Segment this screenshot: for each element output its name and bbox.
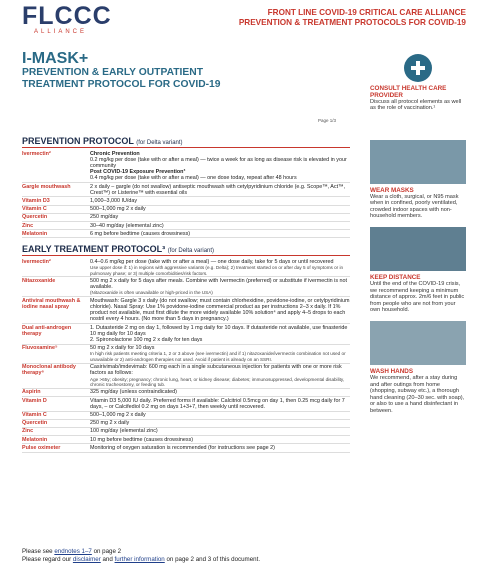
row-label: Quercetin — [22, 420, 48, 427]
row-label: Vitamin C — [22, 206, 47, 213]
logo-text: FLCCC — [22, 2, 112, 30]
table-row — [22, 230, 350, 238]
footer-line-1 — [22, 548, 352, 556]
sidebar-text: We recommend, after a stay during and after outings from home (shopping, subway etc.), a thorough hand cleaning (20–30 sec. with soap), or also to use a hand disinfectant in between. — [370, 375, 465, 414]
table-row — [22, 436, 350, 444]
handwash-photo — [370, 321, 466, 365]
row-line: 500–1,000 mg 2 x daily — [90, 412, 146, 419]
table-row — [22, 324, 350, 345]
row-content — [90, 184, 350, 196]
prevention-title — [22, 136, 350, 148]
row-line: Vitamin D3 5,000 IU daily. Preferred forms if available: Calcitriol 0.5mcg on day 1, then 0.25 mcg daily for 7 days, – or Calcifediol 0.2 mg on days 1+3+7, then weekly until recovered. — [90, 397, 345, 410]
row-line: Post COVID-19 Exposure Prevention³ — [90, 169, 186, 176]
endnotes-link[interactable]: endnotes 1–7 — [54, 548, 92, 555]
row-line: (Nitazoxanide is often unavailable or high-priced in the USA) — [90, 290, 213, 296]
table-row — [22, 420, 350, 428]
row-content — [90, 231, 350, 237]
table-row — [22, 345, 350, 364]
table-row — [22, 364, 350, 389]
row-label: Melatonin — [22, 436, 48, 443]
footer-text: on page 2 — [91, 548, 122, 555]
row-content — [90, 214, 350, 220]
prevention-rows — [22, 150, 350, 238]
row-line: 325 mg/day (unless contraindicated) — [90, 389, 177, 396]
footer-text: on page 2 and 3 of this document. — [164, 556, 261, 563]
table-row — [22, 150, 350, 183]
table-row — [22, 444, 350, 452]
row-line: In high risk patients meeting criteria 1, 2 or 3 above (see ivermectin) and if 1) nitazoxanide/ivermectin combination not used or unavailable or 2) anti-androgen therapies not used. Avoid if patient is already on an SSRI. — [90, 351, 346, 362]
row-line: 0.4–0.6 mg/kg per dose (take with or after a meal) — one dose daily, take for 5 days or until recovered — [90, 258, 334, 265]
page-header — [0, 0, 478, 40]
treatment-title-text: EARLY TREATMENT PROTOCOL³ — [22, 244, 166, 255]
row-content — [90, 325, 350, 344]
table-row — [22, 428, 350, 436]
page-number: Page 1/3 — [318, 118, 337, 123]
row-label: Vitamin C — [22, 412, 47, 419]
row-line: Mouthwash: Gargle 3 x daily (do not swallow; must contain chlorhexidine, povidone-iodine, or cetylpyridinium chloride). Nasal Spray: Use 1% povidone-iodine commercial product as per instructions 2–3 x daily. If 1% product not available, must first dilute the more widely available 10% solution⁴ and apply 4–5 drops to each nostril every 4 hours. (No more than 5 days in pregnancy.) — [90, 297, 350, 323]
sidebar-text: Discuss all protocol elements as well as the role of vaccination.¹ — [370, 99, 462, 112]
row-content — [90, 278, 350, 296]
prevention-title-text: PREVENTION PROTOCOL — [22, 136, 134, 146]
flccc-logo — [22, 4, 112, 35]
table-row — [22, 397, 350, 411]
header-titles — [239, 8, 466, 28]
sidebar-distance — [370, 227, 466, 313]
protocol-main — [22, 136, 350, 453]
table-row — [22, 206, 350, 214]
row-content — [90, 412, 350, 418]
logo-subtext: ALLIANCE — [34, 29, 88, 35]
table-row — [22, 214, 350, 222]
row-label: Antiviral mouthwash & iodine nasal spray — [22, 297, 81, 310]
row-content — [90, 437, 350, 443]
row-line: 250 mg 2 x daily — [90, 420, 130, 427]
table-row — [22, 222, 350, 230]
row-content — [90, 445, 350, 451]
sidebar-title: CONSULT HEALTH CARE PROVIDER — [370, 85, 447, 99]
row-label: Vitamin D3 — [22, 197, 50, 204]
row-line: Chronic Prevention — [90, 150, 140, 157]
row-line: 10 mg before bedtime (causes drowsiness) — [90, 436, 194, 443]
footer-text: and — [100, 556, 115, 563]
treatment-rows — [22, 258, 350, 452]
row-line: 500 mg 2 x daily for 5 days after meals. Combine with Ivermectin (preferred) or substitute if ivermectin is not available. — [90, 277, 348, 291]
row-line: Use upper dose if: 1) in regions with aggressive variants (e.g. Delta); 2) treatment started on or after day 5 of symptoms or in pulmonary phase; or 3) multiple comorbidities/risk factors. — [90, 265, 344, 276]
table-row — [22, 258, 350, 277]
row-label: Nitazoxanide — [22, 277, 56, 284]
row-label: Pulse oximeter — [22, 444, 61, 451]
row-label: Quercetin — [22, 214, 48, 221]
row-content — [90, 198, 350, 204]
row-label: Zinc — [22, 222, 34, 229]
row-content — [90, 298, 350, 323]
sidebar-wash — [370, 321, 466, 413]
footer-text: Please regard our — [22, 556, 73, 563]
row-line: 30–40 mg/day (elemental zinc) — [90, 222, 164, 229]
row-content — [90, 364, 350, 387]
sidebar — [370, 54, 466, 418]
row-line: 2. Spironolactone 100 mg 2 x daily for ten days — [90, 336, 203, 343]
row-line: 2 x daily – gargle (do not swallow) antiseptic mouthwash with cetylpyridinium chloride (e.g. Scope™, Act™, Crest™) or Listerine™ with essential oils — [90, 183, 345, 196]
row-line: 50 mg 2 x daily for 10 days — [90, 345, 155, 352]
footer-line-2 — [22, 556, 352, 564]
treatment-variant: (for Delta variant) — [167, 248, 215, 255]
row-line: Monitoring of oxygen saturation is recommended (for instructions see page 2) — [90, 444, 275, 451]
row-line: 500–1,000 mg 2 x daily — [90, 206, 146, 213]
prevention-variant: (for Delta variant) — [136, 140, 183, 146]
sidebar-title: KEEP DISTANCE — [370, 274, 421, 282]
row-content — [90, 151, 350, 182]
row-content — [90, 206, 350, 212]
table-row — [22, 277, 350, 297]
sidebar-text: Until the end of the COVID-19 crisis, we recommend keeping a minimum distance of approx. 2m/6 feet in public from people who are not from your own household. — [370, 281, 465, 314]
footer — [22, 548, 352, 564]
treatment-title — [22, 244, 350, 256]
table-row — [22, 389, 350, 397]
table-row — [22, 183, 350, 197]
sidebar-masks — [370, 140, 466, 220]
disclaimer-link[interactable]: disclaimer — [72, 556, 101, 563]
sidebar-title: WASH HANDS — [370, 368, 414, 376]
footer-text: Please see — [22, 548, 55, 555]
row-label: Monoclonal antibody therapy⁶ — [22, 364, 76, 377]
document-title — [22, 50, 352, 91]
mask-photo — [370, 140, 466, 184]
row-content — [90, 345, 350, 362]
row-content — [90, 420, 350, 426]
title-main: I-MASK+ — [22, 50, 89, 67]
sidebar-title: WEAR MASKS — [370, 186, 414, 194]
row-label: Ivermectin² — [22, 150, 51, 157]
distance-photo — [370, 227, 466, 271]
sidebar-consult — [370, 54, 466, 112]
row-line: 0.2 mg/kg per dose (take with or after a meal) — twice a week for as long as disease risk is elevated in your community — [90, 156, 347, 169]
table-row — [22, 297, 350, 324]
row-label: Fluvoxamine⁵ — [22, 345, 58, 352]
row-label: Dual anti-androgen therapy — [22, 324, 72, 337]
row-content — [90, 223, 350, 229]
table-row — [22, 197, 350, 205]
row-content — [90, 259, 350, 276]
row-label: Aspirin — [22, 389, 41, 396]
row-line: Age >65y; obesity; pregnancy; chronic lung, heart, or kidney disease; diabetes; immunosuppressed, developmental disability, chronic tracheostomy, or feeding tub. — [90, 376, 345, 388]
further-information-link[interactable]: further information — [114, 556, 165, 563]
row-line: 1. Dutasteride 2 mg on day 1, followed by 1 mg daily for 10 days. If dutasteride not available, use finasteride 10 mg daily for 10 days — [90, 324, 348, 337]
row-content — [90, 389, 350, 395]
row-content — [90, 398, 350, 410]
row-line: 0.4 mg/kg per dose (take with or after a meal) — one dose today, repeat after 48 hours — [90, 175, 297, 182]
row-line: 100 mg/day (elemental zinc) — [90, 428, 158, 435]
row-line: 250 mg/day — [90, 214, 119, 221]
title-sub-1: PREVENTION & EARLY OUTPATIENT — [22, 67, 203, 78]
row-label: Zinc — [22, 428, 34, 435]
row-label: Gargle mouthwash — [22, 183, 71, 190]
medical-cross-icon — [404, 54, 432, 82]
table-row — [22, 412, 350, 420]
row-line: Casirivimab/imdevimab: 600 mg each in a single subcutaneous injection for patients with one or more risk factors as follows: — [90, 364, 342, 377]
row-label: Ivermectin² — [22, 258, 51, 265]
row-line: 6 mg before bedtime (causes drowsiness) — [90, 230, 191, 237]
header-line-2: PREVENTION & TREATMENT PROTOCOLS FOR COVID-19 — [238, 18, 466, 27]
header-line-1: FRONT LINE COVID-19 CRITICAL CARE ALLIANCE — [267, 8, 466, 17]
row-content — [90, 428, 350, 434]
row-label: Vitamin D — [22, 397, 47, 404]
title-sub-2: TREATMENT PROTOCOL FOR COVID-19 — [22, 79, 221, 90]
row-label: Melatonin — [22, 230, 48, 237]
row-line: 1,000–3,000 IU/day — [90, 197, 138, 204]
sidebar-text: Wear a cloth, surgical, or N95 mask when in confined, poorly ventilated, crowded indoor spaces with non-household members. — [370, 193, 459, 220]
